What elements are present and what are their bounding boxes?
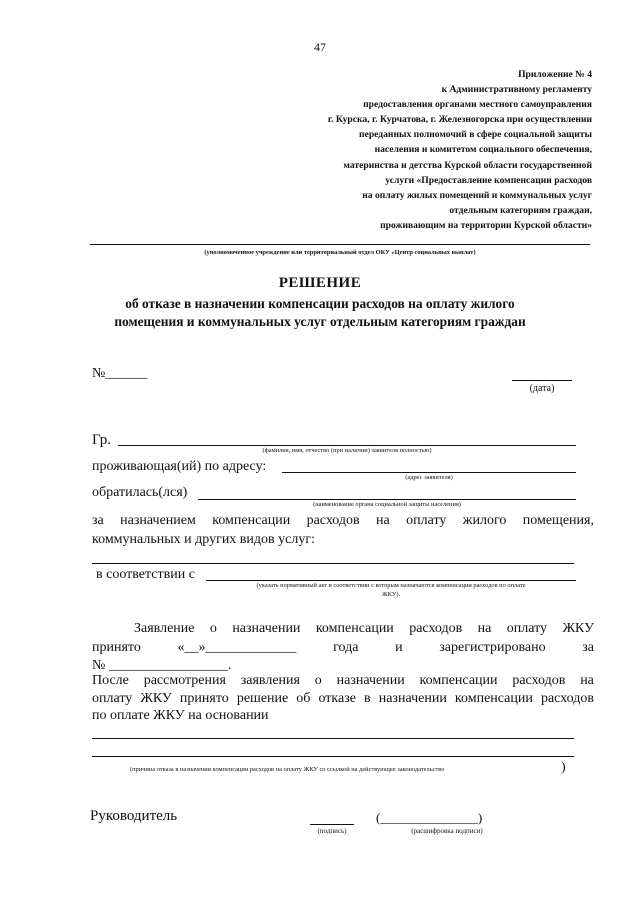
document-subtitle-1: об отказе в назначении компенсации расходов на оплату жилого — [125, 296, 515, 311]
word: компенсации — [454, 691, 533, 706]
word: о — [209, 621, 217, 636]
address-label: проживающая(ий) по адресу: — [92, 459, 267, 474]
purpose-line-2: коммунальных и других видов услуг: — [92, 532, 315, 547]
appendix-line: услуги «Предоставление компенсации расходов — [385, 174, 592, 186]
word: помещения, — [522, 513, 594, 528]
page-number: 47 — [314, 40, 326, 54]
document-subtitle-2: помещения и коммунальных услуг отдельным категориям граждан — [114, 314, 526, 329]
word: на — [376, 513, 390, 528]
address-caption: (адрес заявителя) — [405, 474, 453, 481]
appendix-line: Приложение № 4 — [518, 69, 592, 80]
word: компенсации — [315, 621, 394, 636]
word: в — [364, 691, 371, 706]
purpose-blank-line — [92, 563, 574, 564]
word: ЖКУ — [140, 691, 172, 706]
appendix-block — [328, 67, 592, 233]
authority-caption: (уполномоченное учреждение или территориальный отдел ОКУ «Центр социальных выплат) — [204, 249, 476, 256]
reason-line-1 — [92, 738, 574, 739]
reason-line-2 — [92, 756, 574, 757]
word: и — [395, 640, 403, 655]
appendix-line: материнства и детства Курской области государственной — [343, 159, 592, 171]
statement-line-1 — [134, 621, 594, 637]
word: оплату — [506, 621, 548, 636]
word: расходов — [512, 673, 566, 688]
word: принято — [179, 691, 229, 706]
reason-caption: (причина отказа в назначении компенсации расходов на оплату ЖКУ со ссылкой на действующее законодательство — [130, 766, 445, 773]
date-caption: (дата) — [529, 383, 555, 394]
word: зарегистрировано — [439, 640, 546, 655]
appendix-line: предоставления органами местного самоуправления — [363, 99, 592, 111]
signature-caption: (подпись) — [317, 827, 347, 835]
appendix-line: переданных полномочий в сфере социальной защиты — [359, 129, 592, 141]
word: заявления — [240, 673, 300, 688]
applied-caption: (наименование органа социальной защиты населения) — [313, 501, 461, 508]
address-line — [282, 472, 576, 473]
date-line — [512, 380, 572, 381]
word: назначением — [120, 513, 196, 528]
decoding-caption: (расшифровка подписи) — [411, 827, 483, 835]
word: оплату — [406, 513, 447, 528]
word: на — [477, 621, 492, 636]
accordance-caption-1: (указать нормативный акт в соответствии с которым назначаются компенсации расходов по оплате — [256, 582, 526, 589]
applied-label: обратилась(лся) — [92, 485, 188, 500]
reason-paren: ) — [561, 760, 566, 775]
accordance-line — [206, 580, 576, 581]
signature-line — [310, 824, 354, 825]
word: назначении — [232, 621, 301, 636]
word: за — [582, 640, 594, 655]
word: отказе — [318, 691, 356, 706]
statement-line-2 — [92, 640, 594, 656]
word: назначении — [336, 673, 405, 688]
accordance-label: в соответствии с — [96, 567, 195, 582]
citizen-caption: (фамилия, имя, отчество (при наличии) заявителя полностью) — [262, 447, 432, 454]
word: о — [314, 673, 322, 688]
appendix-line: к Административному регламенту — [441, 84, 592, 96]
word: компенсации — [419, 673, 498, 688]
citizen-label: Гр. — [92, 432, 111, 448]
statement-line-3: № _________________. — [92, 658, 232, 673]
word: ЖКУ — [562, 621, 594, 636]
word: расходов — [540, 691, 594, 706]
appendix-line: на оплату жилых помещений и коммунальных услуг — [362, 189, 592, 201]
citizen-line — [118, 445, 576, 446]
word: оплату — [92, 691, 133, 706]
word: назначении — [378, 691, 447, 706]
head-label: Руководитель — [90, 808, 178, 824]
word: года — [333, 640, 359, 655]
appendix-line: проживающим на территории Курской области» — [380, 219, 592, 231]
appendix-line: населения и комитетом социального обеспечения, — [374, 144, 592, 156]
word: компенсации — [212, 513, 291, 528]
accordance-caption-2: ЖКУ). — [381, 591, 401, 598]
word: за — [92, 513, 104, 528]
after-line-2 — [92, 691, 594, 707]
after-line-3: по оплате ЖКУ на основании — [92, 708, 269, 723]
word: «__»_____________ — [177, 640, 297, 655]
word: расходов — [409, 621, 463, 636]
appendix-line: г. Курска, г. Курчатова, г. Железногорска при осуществлении — [327, 114, 592, 126]
after-line-1 — [92, 673, 594, 689]
word: После — [92, 673, 129, 688]
decoding-field: (_______________) — [376, 810, 483, 825]
word: принято — [92, 640, 141, 655]
decision-number: №______ — [92, 366, 148, 381]
purpose-line-1 — [92, 513, 594, 529]
applied-line — [198, 499, 576, 500]
word: об — [296, 691, 311, 706]
word: решение — [236, 691, 289, 706]
word: Заявление — [134, 621, 195, 636]
document-title: РЕШЕНИЕ — [278, 275, 362, 291]
appendix-line: отдельным категориям граждан, — [449, 204, 592, 216]
word: расходов — [306, 513, 360, 528]
authority-line — [90, 244, 590, 245]
word: рассмотрения — [143, 673, 226, 688]
word: на — [580, 673, 594, 688]
word: жилого — [462, 513, 507, 528]
